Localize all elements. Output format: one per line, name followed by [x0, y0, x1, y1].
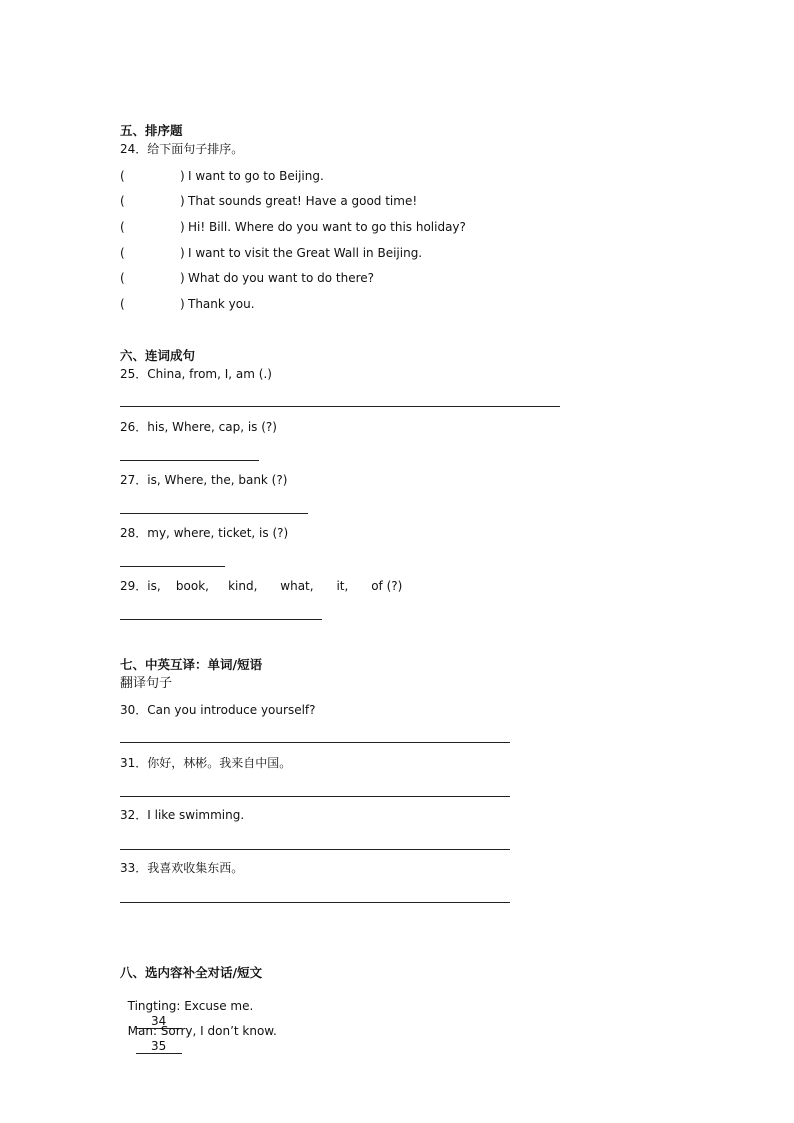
section-subheading: 翻译句子: [120, 676, 173, 691]
section-heading: 五、排序题: [120, 123, 183, 138]
dialogue-text: Man: Sorry, I don’t know.: [127, 1024, 277, 1038]
paren-open: (: [120, 169, 125, 183]
answer-line[interactable]: [120, 619, 322, 620]
paren-open: (: [120, 194, 125, 208]
answer-blank[interactable]: 34: [136, 1014, 182, 1029]
answer-line[interactable]: [120, 513, 308, 514]
section-heading: 八、选内容补全对话/短文: [120, 965, 263, 980]
answer-blank[interactable]: 35: [136, 1039, 182, 1054]
answer-line[interactable]: [120, 406, 560, 407]
sentence-text: I want to visit the Great Wall in Beijing.: [188, 246, 423, 260]
answer-line[interactable]: [120, 902, 510, 903]
sentence-text: Hi! Bill. Where do you want to go this holiday?: [188, 220, 466, 234]
question-text: 27．is, Where, the, bank (?): [120, 473, 288, 487]
sentence-text: I want to go to Beijing.: [188, 169, 324, 183]
answer-line[interactable]: [120, 460, 259, 461]
paren-close: ): [180, 246, 185, 260]
question-text: 28．my, where, ticket, is (?): [120, 526, 289, 540]
paren-open: (: [120, 220, 125, 234]
paren-close: ): [180, 169, 185, 183]
paren-open: (: [120, 246, 125, 260]
answer-line[interactable]: [120, 566, 225, 567]
section-heading: 六、连词成句: [120, 348, 196, 363]
sentence-text: Thank you.: [188, 297, 255, 311]
sentence-text: That sounds great! Have a good time!: [188, 194, 418, 208]
question-text: 31．你好，林彬。我来自中国。: [120, 756, 292, 770]
question-text: 29．is, book, kind, what, it, of (?): [120, 579, 403, 593]
answer-line[interactable]: [120, 796, 510, 797]
paren-close: ): [180, 297, 185, 311]
question-text: 25．China, from, I, am (.): [120, 367, 272, 381]
answer-line[interactable]: [120, 742, 510, 743]
question-text: 33．我喜欢收集东西。: [120, 861, 244, 875]
question-text: 32．I like swimming.: [120, 808, 245, 822]
dialogue-line: [120, 1009, 277, 1054]
question-text: 30．Can you introduce yourself?: [120, 703, 316, 717]
paren-close: ): [180, 271, 185, 285]
question-text: 26．his, Where, cap, is (?): [120, 420, 277, 434]
section-heading: 七、中英互译：单词/短语: [120, 657, 263, 672]
paren-close: ): [180, 194, 185, 208]
paren-open: (: [120, 271, 125, 285]
paren-open: (: [120, 297, 125, 311]
sentence-text: What do you want to do there?: [188, 271, 375, 285]
dialogue-text: Tingting: Excuse me.: [127, 999, 254, 1013]
question-text: 24．给下面句子排序。: [120, 142, 244, 156]
paren-close: ): [180, 220, 185, 234]
answer-line[interactable]: [120, 849, 510, 850]
